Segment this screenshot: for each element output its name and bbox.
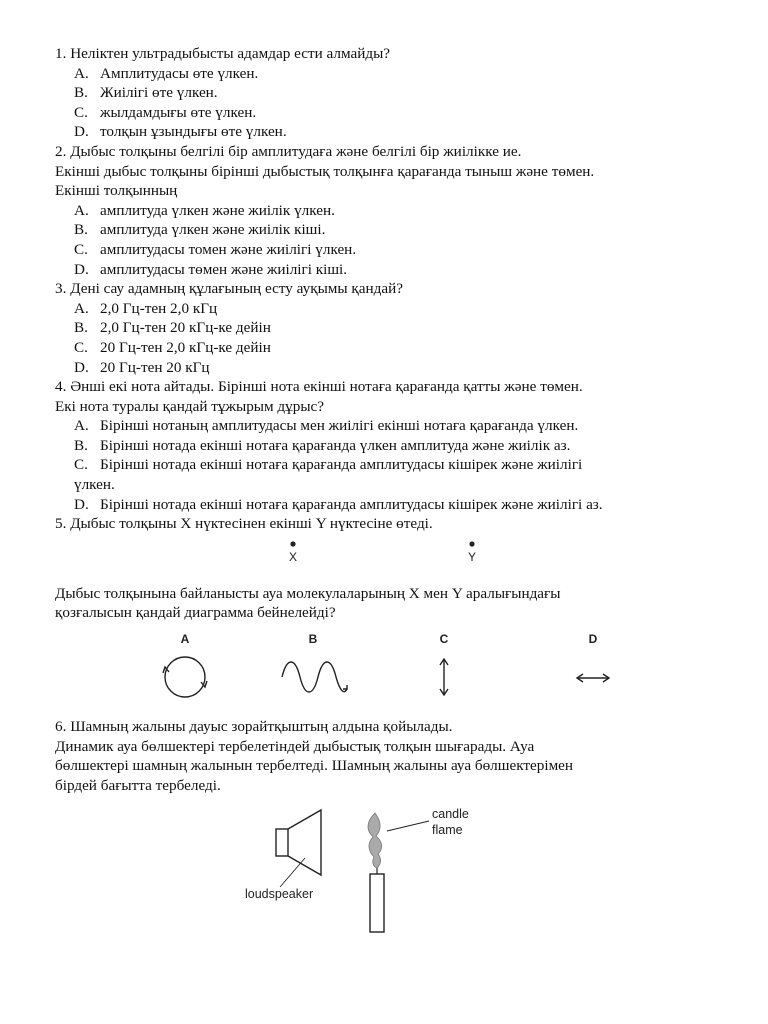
q2-option-b[interactable]: [55, 220, 715, 240]
wave-arrowhead-icon: [343, 685, 347, 689]
option-text: амплитуда үлкен және жиілік үлкен.: [100, 201, 335, 219]
question-6-line-3: бөлшектері шамның жалынын тербелтеді. Шамның жалыны ауа бөлшектерімен: [55, 757, 574, 775]
question-6-line-1: 6. Шамның жалыны дауыс зорайтқыштың алдына қойылады.: [55, 718, 453, 736]
q3-option-a[interactable]: [55, 299, 715, 319]
question-2-line-3: Екінші толқынның: [55, 182, 178, 200]
question-2-line-2: Екінші дыбыс толқыны бірінші дыбыстық толқынға қарағанда тыныш және төмен.: [55, 162, 595, 180]
option-text: Жиілігі өте үлкен.: [100, 84, 218, 102]
q4-option-c-continuation: үлкен.: [74, 476, 115, 494]
q1-option-d[interactable]: [55, 122, 715, 142]
question-5-text: 5. Дыбыс толқыны X нүктесінен екінші Y нүктесіне өтеді.: [55, 515, 433, 533]
q1-option-c[interactable]: [55, 103, 715, 123]
wave-icon: [282, 662, 347, 692]
option-text: Бірінші нотаның амплитудасы мен жиілігі екінші нотаға қарағанда үлкен.: [100, 417, 579, 435]
option-text: 20 Гц-тен 20 кГц: [100, 358, 210, 376]
option-text: 20 Гц-тен 2,0 кГц-ке дейін: [100, 338, 271, 356]
option-letter: A.: [74, 417, 89, 435]
option-letter: B.: [74, 84, 88, 102]
point-x-dot: [290, 541, 295, 546]
question-3: [55, 279, 715, 377]
horizontal-double-arrow-icon: [577, 674, 609, 682]
q3-option-c[interactable]: [55, 338, 715, 358]
question-3-text: 3. Дені сау адамның құлағының есту ауқымы қандай?: [55, 280, 403, 298]
option-text: 2,0 Гц-тен 2,0 кГц: [100, 299, 218, 317]
circular-arrow-icon: [163, 657, 207, 697]
candle-flame-icon: [368, 813, 382, 868]
option-letter: C.: [74, 456, 88, 474]
option-letter: D.: [74, 260, 89, 278]
xy-points-figure: [55, 534, 715, 578]
question-5-followup-line-1: Дыбыс толқынына байланысты ауа молекулаларының X мен Y аралығындағы: [55, 584, 561, 602]
question-6: [55, 717, 715, 937]
q2-option-a[interactable]: [55, 201, 715, 221]
point-y-label: Y: [467, 549, 477, 564]
option-text: Бірінші нотада екінші нотаға қарағанда амплитудасы кішірек және жиілігі: [100, 456, 583, 474]
q1-option-b[interactable]: [55, 83, 715, 103]
q1-option-a[interactable]: [55, 64, 715, 84]
option-letter: D.: [74, 495, 89, 513]
diagram-c-label[interactable]: C: [439, 632, 449, 647]
option-text: амплитудасы төмен және жиілігі кіші.: [100, 260, 348, 278]
option-text: Бірінші нотада екінші нотаға қарағанда үлкен амплитуда және жиілік аз.: [100, 436, 571, 454]
loudspeaker-candle-figure: [55, 805, 715, 937]
option-letter: C.: [74, 103, 88, 121]
option-text: амплитудасы томен және жиілігі үлкен.: [100, 240, 357, 258]
question-2: [55, 142, 715, 279]
option-letter: D.: [74, 123, 89, 141]
question-4-line-1: 4. Әнші екі нота айтады. Бірінші нота екінші нотаға қарағанда қатты және төмен.: [55, 378, 583, 396]
diagram-a-label[interactable]: A: [180, 632, 190, 647]
question-2-line-1: 2. Дыбыс толқыны белгілі бір амплитудаға және белгілі бір жиілікке ие.: [55, 142, 522, 160]
q3-option-d[interactable]: [55, 358, 715, 378]
point-x-label: X: [288, 549, 298, 564]
option-letter: B.: [74, 221, 88, 239]
option-letter: A.: [74, 299, 89, 317]
diagram-b-label[interactable]: B: [308, 632, 318, 647]
option-text: Амплитудасы өте үлкен.: [100, 64, 259, 82]
option-text: Бірінші нотада екінші нотаға қарағанда амплитудасы кішірек және жиілігі аз.: [100, 495, 603, 513]
question-5: [55, 514, 715, 705]
option-letter: B.: [74, 436, 88, 454]
candle-flame-label-line-1: candle: [432, 807, 469, 822]
option-letter: A.: [74, 201, 89, 219]
question-1-text: 1. Неліктен ультрадыбысты адамдар ести алмайды?: [55, 45, 391, 62]
question-5-followup-line-2: қозғалысын қандай диаграмма бейнелейді?: [55, 604, 336, 622]
loudspeaker-label: loudspeaker: [245, 887, 314, 902]
worksheet: [55, 44, 715, 937]
question-4-line-2: Екі нота туралы қандай тұжырым дұрыс?: [55, 397, 325, 415]
option-letter: B.: [74, 319, 88, 337]
q3-option-b[interactable]: [55, 318, 715, 338]
option-text: толқын ұзындығы өте үлкен.: [100, 123, 287, 141]
option-letter: A.: [74, 64, 89, 82]
point-y-dot: [469, 541, 474, 546]
q4-option-a[interactable]: [55, 416, 715, 436]
candle-icon: [370, 874, 384, 932]
option-text: жылдамдығы өте үлкен.: [100, 103, 257, 121]
question-6-line-4: бірдей бағытта тербеледі.: [55, 776, 221, 794]
question-4: [55, 377, 715, 514]
q4-option-d[interactable]: [55, 495, 715, 515]
option-text: 2,0 Гц-тен 20 кГц-ке дейін: [100, 319, 271, 337]
question-1: [55, 44, 715, 142]
candle-flame-label-line-2: flame: [432, 823, 463, 838]
diagram-d-label[interactable]: D: [588, 632, 598, 647]
candle-flame-pointer-line: [387, 821, 429, 831]
option-letter: C.: [74, 338, 88, 356]
q2-option-d[interactable]: [55, 260, 715, 280]
vertical-double-arrow-icon: [440, 659, 448, 695]
q4-option-b[interactable]: [55, 436, 715, 456]
option-letter: D.: [74, 358, 89, 376]
option-letter: C.: [74, 240, 88, 258]
q4-option-c[interactable]: [55, 455, 715, 475]
loudspeaker-pointer-line: [280, 858, 305, 887]
option-text: амплитуда үлкен және жиілік кіші.: [100, 221, 326, 239]
q2-option-c[interactable]: [55, 240, 715, 260]
motion-diagrams-figure: [55, 623, 715, 705]
question-6-line-2: Динамик ауа бөлшектері тербелетіндей дыбыстық толқын шығарады. Ауа: [55, 737, 535, 755]
